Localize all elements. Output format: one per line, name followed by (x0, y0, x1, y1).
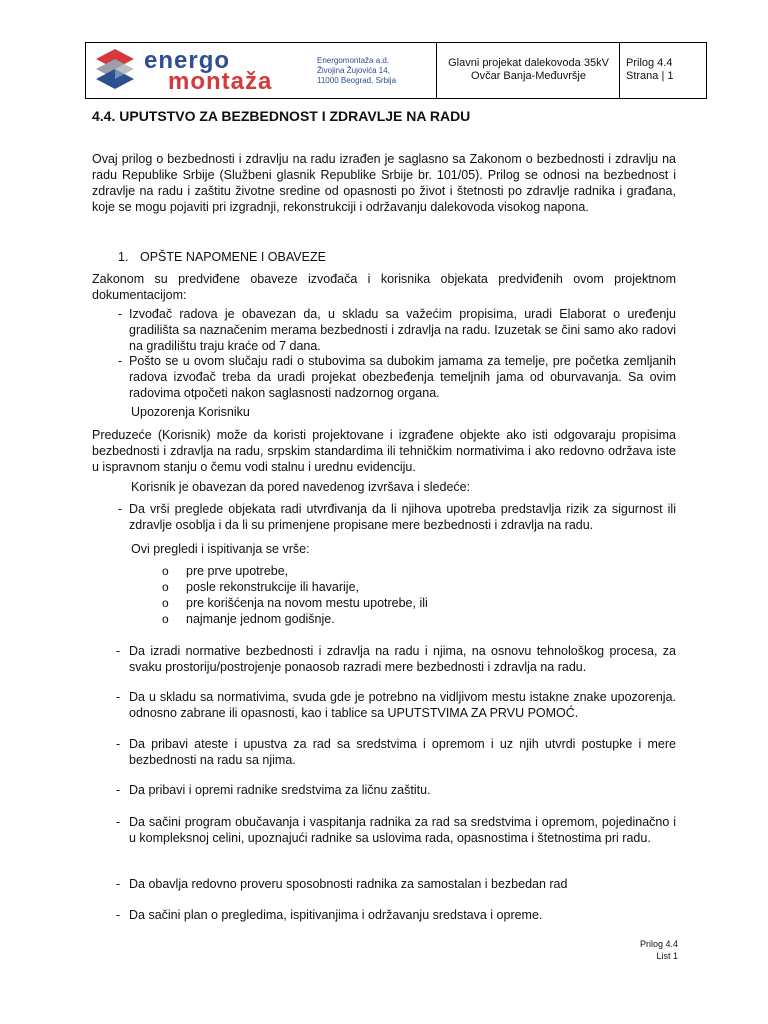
project-title-line: Glavni projekat dalekovoda 35kV (448, 57, 609, 69)
bullet-marker: o (162, 580, 169, 594)
list-marker: - (116, 908, 121, 922)
company-paragraph: Preduzeće (Korisnik) može da koristi projektovane i izgrađene objekte ako isti odgovaraju propisima bezbednosti i zdravlja na radu, srpskim standardima ili tehničkim normativima i ako redovno održava iste u ispravnom stanju o čemu vodi stalnu i urednu evidenciju. (92, 428, 676, 474)
list-marker: - (116, 877, 121, 891)
duty-item: Da sačini program obučavanja i vaspitanja radnika za rad sa sredstvima i opremom, pojedinačno i u kompleksnoj celini, upoznajući radnike sa uslovima rada, opasnostima i štetnostima pri radu. (129, 815, 676, 845)
section-intro: Zakonom su predviđene obaveze izvođača i korisnika objekata predviđenih ovom projektnom dokumentacijom: (92, 272, 676, 302)
bullet-marker: o (162, 612, 169, 626)
address-line: 11000 Beograd, Srbija (317, 76, 397, 85)
inspection-item: pre prve upotrebe, (186, 564, 289, 578)
inspection-item: pre korišćenja na novom mestu upotrebe, ili (186, 596, 428, 610)
duty-item: Da pribavi ateste i upustva za rad sa sredstvima i opremom i uz njih utvrdi postupke i mere bezbednosti na radu sa njima. (129, 737, 676, 767)
list-marker: - (116, 644, 121, 658)
bullet-marker: o (162, 564, 169, 578)
logo-word-montaza: montaža (168, 68, 273, 95)
logo-mark-icon (90, 47, 140, 95)
bullet-marker: o (162, 596, 169, 610)
footer-list: List 1 (656, 951, 678, 961)
list-marker: - (118, 354, 123, 368)
page-title: 4.4. UPUTSTVO ZA BEZBEDNOST I ZDRAVLJE NA RADU (92, 108, 471, 124)
user-duty-intro: Korisnik je obavezan da pored navedenog izvršava i sledeće: (131, 480, 471, 494)
intro-paragraph: Ovaj prilog o bezbednosti i zdravlju na radu izrađen je saglasno sa Zakonom o bezbednosti i zdravlju na radu Republike Srbije (Službeni glasnik Republike Srbije br. 101/05). Prilog se odnosi na bezbednost i zdravlje na radu i zaštitu životne sredine od opasnosti po život i štetnosti po zdravlje radnika i građana, koje se mogu pojaviti pri izgradnji, rekonstrukciji i održavanju dalekovoda visokog napona. (92, 152, 676, 214)
section-heading: OPŠTE NAPOMENE I OBAVEZE (140, 250, 326, 264)
list-marker: - (116, 737, 121, 751)
project-title-line: Ovčar Banja-Međuvršje (471, 70, 586, 82)
logo-word-energo: energo (144, 47, 231, 74)
page-indicator: Strana | 1 (626, 70, 674, 82)
list-item: Pošto se u ovom slučaju radi o stubovima sa dubokim jamama za temelje, pre početka zemljanih radova izvođač treba da uradi projekat obezbeđenja temeljnih jama od oburvavanja. Sa ovim radovima otpočeti nakon saglasnosti nadzornog organa. (129, 354, 676, 400)
list-item: Izvođač radova je obavezan da, u skladu sa važećim propisima, uradi Elaborat o uređenju gradilišta sa naznačenim merama bezbednosti i zdravlja na radu. Izuzetak se čini samo ako radovi na gradilištu traju kraće od 7 dana. (129, 307, 676, 353)
list-marker: - (116, 815, 121, 829)
list-marker: - (116, 783, 121, 797)
list-marker: - (118, 307, 123, 321)
duty-item: Da pribavi i opremi radnike sredstvima za ličnu zaštitu. (129, 783, 431, 797)
duty-item: Da u skladu sa normativima, svuda gde je potrebno na vidljivom mestu istakne znake upozorenja. odnosno zabrane ili opasnosti, kao i tablice sa UPUTSTVIMA ZA PRVU POMOĆ. (129, 690, 676, 720)
warning-heading: Upozorenja Korisniku (131, 405, 250, 419)
document-header (85, 42, 707, 99)
list-marker: - (116, 690, 121, 704)
company-logo (86, 43, 310, 98)
inspections-heading: Ovi pregledi i ispitivanja se vrše: (131, 542, 310, 556)
duty-item: Da izradi normative bezbednosti i zdravlja na radu i njima, na osnovu tehnološkog procesa, za svaku prostoriju/postrojenje ponaosob razradi mere bezbednosti i zdravlja na radu. (129, 644, 676, 674)
project-title-cell (436, 43, 620, 98)
list-marker: - (118, 502, 123, 516)
duty-item: Da sačini plan o pregledima, ispitivanjima i održavanju sredstava i opreme. (129, 908, 543, 922)
prilog-number: Prilog 4.4 (626, 57, 673, 69)
inspection-item: najmanje jednom godišnje. (186, 612, 335, 626)
address-line: Živojina Žujovića 14, (317, 66, 390, 75)
page-footer (640, 938, 678, 962)
prilog-cell (619, 43, 707, 98)
duty-item: Da obavlja redovno proveru sposobnosti radnika za samostalan i bezbedan rad (129, 877, 568, 891)
company-address (311, 43, 436, 98)
list-item: Da vrši preglede objekata radi utvrđivanja da li njihova upotreba predstavlja rizik za sigurnost ili zdravlje osoblja i da li su primenjene propisane mere bezbednosti i zdravlja na radu. (129, 502, 676, 532)
inspection-item: posle rekonstrukcije ili havarije, (186, 580, 359, 594)
section-number: 1. (118, 250, 129, 264)
footer-prilog: Prilog 4.4 (639, 939, 678, 949)
address-line: Energomontaža a.d. (317, 56, 390, 65)
